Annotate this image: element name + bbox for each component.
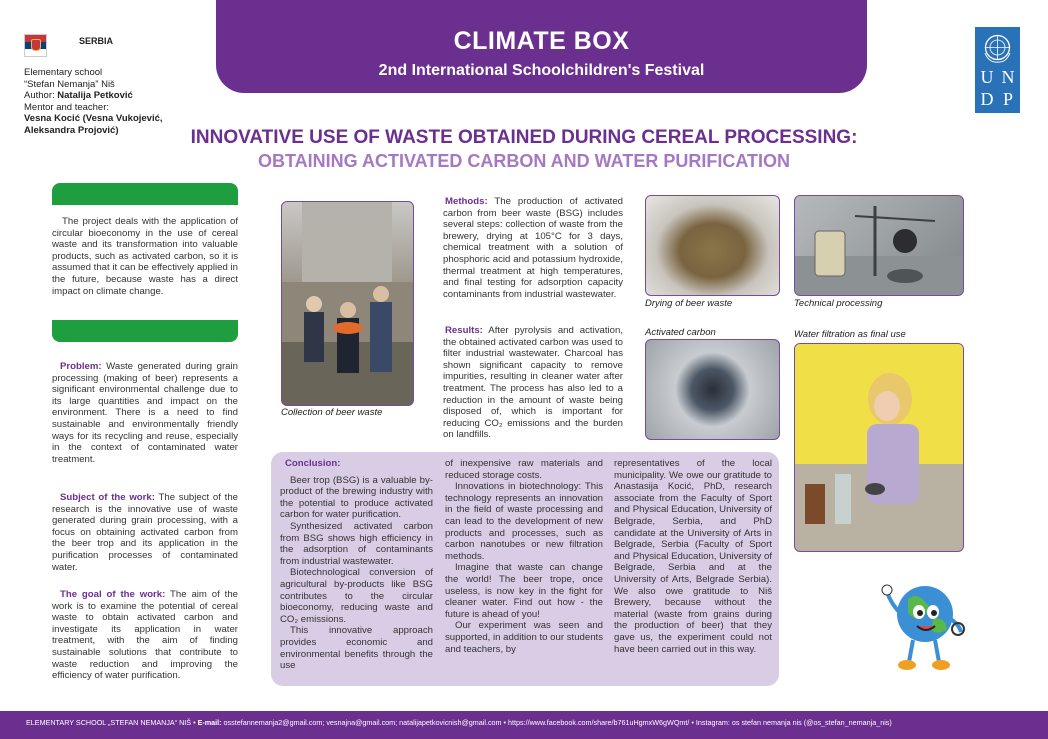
caption-technical: Technical processing xyxy=(794,298,883,309)
school-info xyxy=(24,67,214,136)
header-title: CLIMATE BOX xyxy=(453,27,630,55)
green-bar-bottom xyxy=(52,320,238,342)
poster-title: INNOVATIVE USE OF WASTE OBTAINED DURING CEREAL PROCESSING: xyxy=(190,127,858,148)
undp-logo xyxy=(975,27,1020,113)
problem-text: Waste generated during grain processing (making of beer) represents a significant environmental challenge due to its large quantities and impact on the environment. There is a need to find sustainable and environmentally friendly ways for its recycling and reuse, especially in the context of contaminated water treatment. xyxy=(52,361,238,465)
goal-section xyxy=(52,589,238,682)
methods-heading: Methods: xyxy=(445,196,488,207)
caption-activated: Activated carbon xyxy=(645,327,716,338)
conclusion-column-1 xyxy=(280,458,433,672)
caption-collection: Collection of beer waste xyxy=(281,407,383,418)
undp-letter-n: N xyxy=(1001,67,1015,87)
conclusion-p8: Our experiment was seen and supported, in addition to our students and teachers, by xyxy=(445,620,603,655)
methods-section xyxy=(443,196,623,300)
green-bar-top xyxy=(52,183,238,205)
serbia-flag-icon xyxy=(24,34,47,57)
intro-text: The project deals with the application of circular bioeconomy in the use of cereal waste and its transformation into valuable products, such as activated carbon, so it is assumed that it can be effectively applied in the future, because waste has a direct impact on climate change. xyxy=(52,216,238,297)
mentor-label: Mentor and teacher: xyxy=(24,101,110,113)
caption-filtration: Water filtration as final use xyxy=(794,329,906,340)
conclusion-p3: Biotechnological conversion of agricultural by-products like BSG contributes to the circular bioeconomy, reducing waste and CO₂ emissions. xyxy=(280,567,433,625)
problem-heading: Problem: xyxy=(60,361,102,372)
problem-section xyxy=(52,361,238,465)
author-name: Natalija Petković xyxy=(57,90,133,101)
footer-text xyxy=(26,718,1026,727)
footer-school: ELEMENTARY SCHOOL „STEFAN NEMANJA“ NIŠ • xyxy=(26,718,198,727)
school-line2: “Stefan Nemanja” Niš xyxy=(24,78,115,90)
header-banner xyxy=(216,0,867,93)
conclusion-p6: Innovations in biotechnology: This technology represents an innovation in the field of waste processing and can lead to the development of new products and processes, such as carbon nanotubes or new filtration methods. xyxy=(445,481,603,562)
poster-subtitle: OBTAINING ACTIVATED CARBON AND WATER PURIFICATION xyxy=(258,151,790,171)
photo-activated-carbon xyxy=(645,339,780,440)
conclusion-p9: representatives of the local municipality. We owe our gratitude to Anastasija Kocić, PhD, research associate from the Faculty of Sport and Physical Education, University of Belgrade, Serbia, and PhD candidate at the University of Arts in Belgrade, Serbia (Faculty of Sport and Physical Education, University of Belgrade, Serbia and at the University of Arts, Belgrade Serbia). We also owe gratitude to Niš Brewery, because without the material (waste from grains during the production of beer) that they gave us, the experiment could not have been carried out in this way. xyxy=(614,458,772,655)
author-label: Author: xyxy=(24,90,58,101)
footer-email-label: E-mail: xyxy=(197,718,222,727)
subject-heading: Subject of the work: xyxy=(60,492,155,503)
results-text: After pyrolysis and activation, the obtained activated carbon was used to filter industrial wastewater. Charcoal has shown significant capacity to remove impurities, resulting in cleaner water after treatment. The process has also led to a reduction in the amount of waste being disposed of, which is important for reducing CO₂ emissions and the burden on landfills. xyxy=(443,325,623,441)
footer-contacts: osstefannemanja2@gmail.com; vesnajna@gmail.com; natalijapetkovicnish@gmail.com • https://www.facebook.com/share/b761uHgmxW6gWQmt/ • Instagram: os stefan nemanja nis (@os_stefan_nemanja_nis) xyxy=(221,718,892,727)
results-section xyxy=(443,325,623,441)
header-subtitle: 2nd International Schoolchildren's Festival xyxy=(378,62,705,79)
conclusion-heading: Conclusion: xyxy=(285,458,341,469)
goal-text: The aim of the work is to examine the potential of cereal waste to obtain activated carbon and investigate its application in water treatment, with the aim of finding sustainable solutions that contribute to waste reduction and improving the efficiency of water purification. xyxy=(52,589,238,682)
photo-water-filtration xyxy=(794,343,964,552)
undp-letter-d: D xyxy=(980,89,994,109)
subject-section xyxy=(52,492,238,573)
un-globe-icon xyxy=(981,31,1014,64)
conclusion-column-3 xyxy=(614,458,772,655)
subject-text: The subject of the research is the innovative use of waste generated during grain processing, with a focus on obtaining activated carbon from the beer trop and its application in the purification processes of contaminated water. xyxy=(52,492,238,573)
conclusion-p5: of inexpensive raw materials and reduced storage costs. xyxy=(445,458,603,481)
conclusion-p2: Synthesized activated carbon from BSG shows high efficiency in the adsorption of contaminants from industrial wastewater. xyxy=(280,520,433,567)
photo-collection-of-beer-waste xyxy=(281,201,414,406)
conclusion-p7: Imagine that waste can change the world! The beer trope, once useless, is now key in the fight for cleaner water. Find out how - the future is ahead of you! xyxy=(445,562,603,620)
conclusion-p1: Beer trop (BSG) is a valuable by-product of the brewing industry with the potential to produce activated carbon for water purification. xyxy=(280,474,433,521)
school-line1: Elementary school xyxy=(24,67,103,78)
photo-drying-of-beer-waste xyxy=(645,195,780,296)
undp-letter-u: U xyxy=(980,67,994,87)
country-label: SERBIA xyxy=(79,36,114,46)
conclusion-column-2 xyxy=(445,458,603,655)
results-heading: Results: xyxy=(445,325,483,336)
mentor-names: Vesna Kocić (Vesna Vukojević, Aleksandra Projović) xyxy=(24,113,163,136)
caption-drying: Drying of beer waste xyxy=(645,298,733,309)
goal-heading: The goal of the work: xyxy=(60,589,166,600)
undp-letter-p: P xyxy=(1002,89,1013,109)
globe-mascot-icon xyxy=(873,574,973,674)
methods-text: The production of activated carbon from beer waste (BSG) includes several steps: collection of waste from the brewery, drying at 105°C for 3 days, chemical treatment with a solution of phosphoric acid and potassium hydroxide, thermal treatment at high temperatures, and final testing for adsorption capacity contaminants from industrial wastewater. xyxy=(443,196,623,300)
photo-technical-processing xyxy=(794,195,964,296)
conclusion-p4: This innovative approach provides economic and environmental benefits through the use xyxy=(280,625,433,672)
